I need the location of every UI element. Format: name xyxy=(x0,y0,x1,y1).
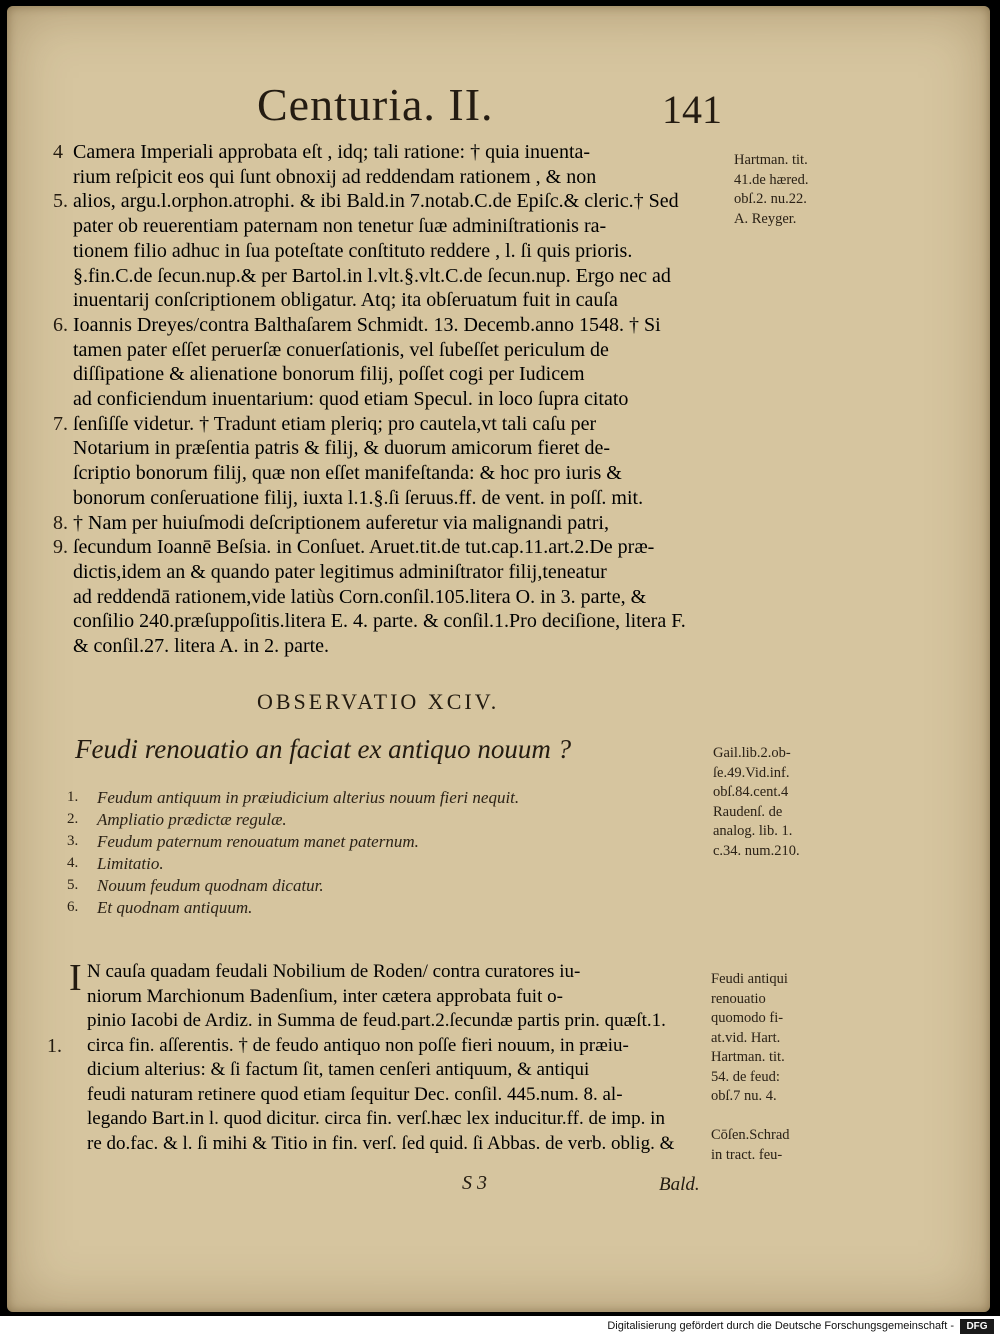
summary-number: 2. xyxy=(67,811,79,827)
margin-line: obſ.84.cent.4 xyxy=(713,784,789,800)
summary-number: 3. xyxy=(67,833,79,849)
drop-cap: I xyxy=(69,957,82,999)
text-line: §.fin.C.de ſecun.nup.& per Bartol.in l.vlt.§.vlt.C.de ſecun.nup. Ergo nec ad xyxy=(73,264,671,287)
margin-line: Hartman. tit. xyxy=(711,1049,785,1065)
text-line: Notarium in præſentia patris & filij, & duorum amicorum fieret de- xyxy=(73,437,611,460)
text-line: ſecundum Ioannē Beſsia. in Conſuet. Aruet.tit.de tut.cap.11.art.2.De præ- xyxy=(73,536,655,559)
line-number: 9. xyxy=(53,536,68,559)
margin-line: Cōſen.Schrad xyxy=(711,1127,790,1143)
summary-item: Feudum paternum renouatum manet paternum. xyxy=(97,832,419,851)
text-line: niorum Marchionum Badenſium, inter cætera approbata fuit o- xyxy=(87,985,563,1007)
summary-number: 4. xyxy=(67,855,79,871)
page-number: 141 xyxy=(662,87,722,132)
line-number: 1. xyxy=(47,1034,62,1057)
text-line: Camera Imperiali approbata eſt , idq; tali ratione: † quia inuenta- xyxy=(73,141,591,163)
margin-line: analog. lib. 1. xyxy=(713,823,793,839)
text-line: pinio Iacobi de Ardiz. in Summa de feud.part.2.ſecundæ partis prin. quæſt.1. xyxy=(87,1010,666,1031)
text-line: dictis,idem an & quando pater legitimus adminiſtrator filij,teneatur xyxy=(73,560,607,583)
dfg-logo: DFG xyxy=(960,1319,994,1334)
summary-item: Limitatio. xyxy=(97,854,164,873)
margin-line: obſ.2. nu.22. xyxy=(734,191,807,207)
summary-item: Nouum feudum quodnam dicatur. xyxy=(97,876,324,895)
text-line: † Nam per huiuſmodi deſcriptionem auferetur via malignandi patri, xyxy=(73,511,609,534)
observation-heading: OBSERVATIO XCIV. xyxy=(257,689,500,714)
margin-line: in tract. feu- xyxy=(711,1146,783,1163)
summary-item: Feudum antiquum in præiudicium alterius nouum fieri nequit. xyxy=(97,788,520,807)
text-line: tionem filio adhuc in ſua poteſtate conſtituto reddere , l. ſi quis prioris. xyxy=(73,239,633,262)
margin-line: 41.de hæred. xyxy=(734,171,809,188)
margin-line: quomodo fi- xyxy=(711,1010,784,1026)
text-line: tamen pater eſſet peruerſæ conuerſationis, vel ſubeſſet periculum de xyxy=(73,338,609,361)
text-line: rium reſpicit eos qui ſunt obnoxij ad reddendam rationem , & non xyxy=(73,165,597,188)
text-line: ſenſiſſe videtur. † Tradunt etiam pleriq; pro cautela,vt tali caſu per xyxy=(73,412,597,435)
text-line: dicium alterius: & ſi factum ſit, tamen cenſeri antiquum, & antiqui xyxy=(87,1059,590,1080)
margin-line: Hartman. tit. xyxy=(734,152,808,168)
text-line: circa fin. aſſerentis. † de feudo antiquo non poſſe fieri nouum, in præiu- xyxy=(87,1034,629,1056)
text-line: feudi naturam retinere quod etiam ſequitur Dec. conſil. 445.num. 8. al- xyxy=(87,1083,623,1105)
margin-line: obſ.7 nu. 4. xyxy=(711,1088,777,1104)
margin-line: ſe.49.Vid.inf. xyxy=(713,764,790,781)
margin-line: Feudi antiqui xyxy=(711,971,788,987)
text-line: ad conficiendum inuentarium: quod etiam Specul. in loco ſupra citato xyxy=(73,388,629,410)
summary-item: Et quodnam antiquum. xyxy=(97,898,253,917)
line-number: 5. xyxy=(53,190,68,213)
margin-line: Raudenſ. de xyxy=(713,803,783,820)
margin-line: at.vid. Hart. xyxy=(711,1029,781,1046)
text-line: diſſipatione & alienatione bonorum filij, poſſet cogi per Iudicem xyxy=(73,363,585,386)
running-head: Centuria. II. xyxy=(257,79,494,130)
text-line: conſilio 240.præſuppoſitis.litera E. 4. parte. & conſil.1.Pro deciſione, litera F. xyxy=(73,610,686,633)
line-number: 7. xyxy=(53,412,68,435)
catchword: Bald. xyxy=(659,1174,700,1195)
text-line: ſcriptio bonorum filij, quæ non eſſet manifeſtanda: & hoc pro iuris & xyxy=(73,462,622,485)
summary-number: 1. xyxy=(67,789,79,805)
text-line: bonorum conſeruatione filij, iuxta l.1.§.ſi ſeruus.ff. de vent. in poſſ. mit. xyxy=(73,486,644,509)
summary-number: 5. xyxy=(67,877,79,893)
text-line: ad reddendā rationem,vide latiùs Corn.conſil.105.litera O. in 3. parte, & xyxy=(73,585,647,608)
book-page xyxy=(7,6,990,1312)
text-line: re do.fac. & l. ſi mihi & Titio in fin. verſ. ſed quid. ſi Abbas. de verb. oblig. & xyxy=(87,1132,675,1154)
line-number: 8. xyxy=(53,511,68,534)
margin-line: Gail.lib.2.ob- xyxy=(713,745,791,761)
margin-line: A. Reyger. xyxy=(734,210,797,227)
text-line: pater ob reuerentiam paternam non tenetur ſuæ adminiſtrationis ra- xyxy=(73,215,607,238)
text-line: N cauſa quadam feudali Nobilium de Roden/ contra curatores iu- xyxy=(87,961,581,982)
text-line: legando Bart.in l. quod dicitur. circa fin. verſ.hæc lex inducitur.ff. de imp. in xyxy=(87,1108,665,1129)
margin-line: renouatio xyxy=(711,990,766,1007)
observation-question: Feudi renouatio an faciat ex antiquo nouum ? xyxy=(75,734,572,764)
footer-credit: Digitalisierung gefördert durch die Deutsche Forschungsgemeinschaft - xyxy=(607,1320,954,1332)
line-number: 6. xyxy=(53,313,68,336)
summary-item: Ampliatio prædictæ regulæ. xyxy=(97,810,287,829)
footer-bar xyxy=(0,1316,1000,1338)
signature-mark: S 3 xyxy=(462,1172,487,1194)
text-line: Ioannis Dreyes/contra Balthaſarem Schmidt. 13. Decemb.anno 1548. † Si xyxy=(73,313,661,336)
text-line: inuentarij conſcriptionem obligatur. Atq; ita obſeruatum fuit in cauſa xyxy=(73,289,618,312)
margin-line: c.34. num.210. xyxy=(713,842,800,859)
text-line: alios, argu.l.orphon.atrophi. & ibi Bald.in 7.notab.C.de Epiſc.& cleric.† Sed xyxy=(73,190,679,213)
margin-line: 54. de feud: xyxy=(711,1068,780,1085)
line-number: 4 xyxy=(53,141,63,163)
summary-number: 6. xyxy=(67,899,79,915)
text-line: & conſil.27. litera A. in 2. parte. xyxy=(73,635,330,657)
